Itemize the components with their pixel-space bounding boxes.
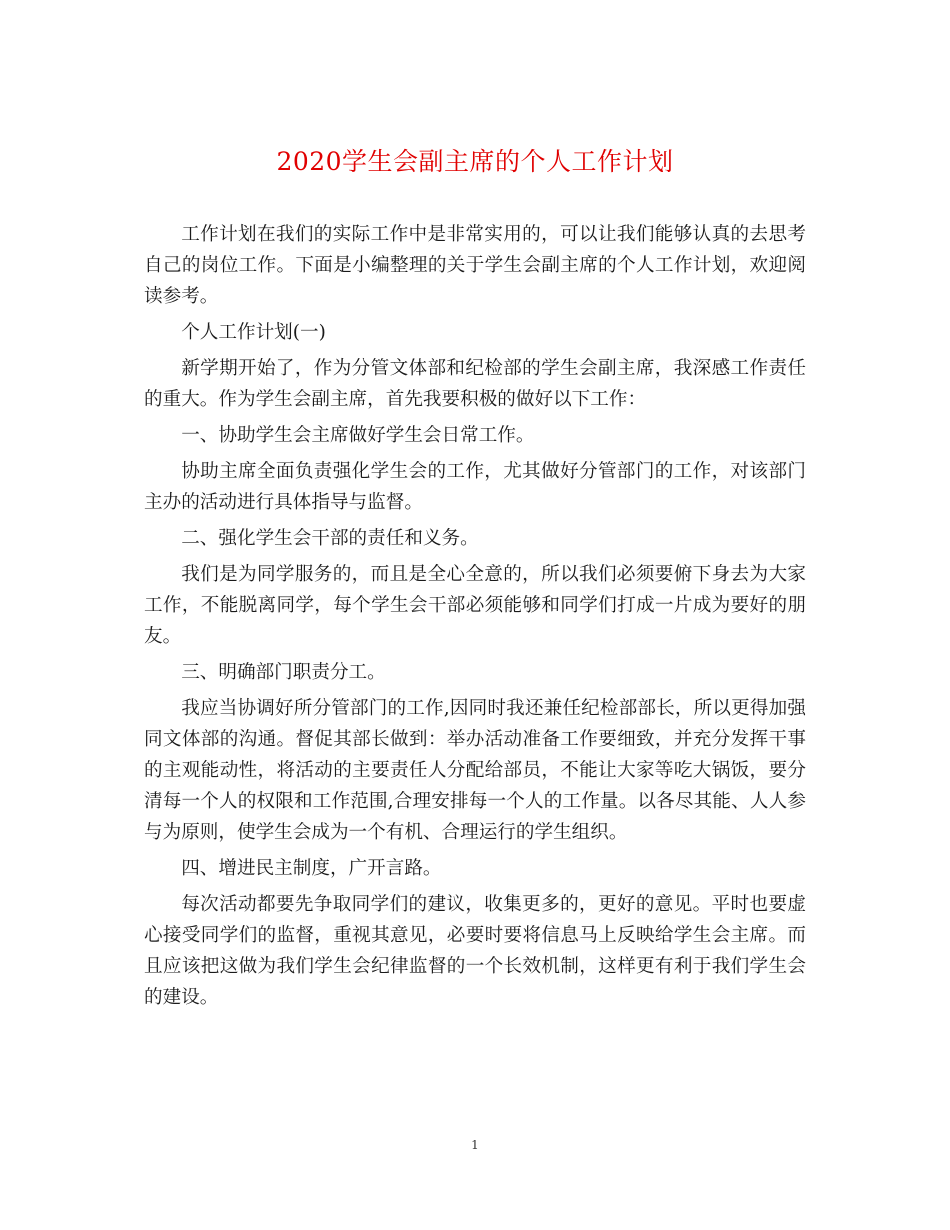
section-heading-2: 二、强化学生会干部的责任和义务。 (181, 528, 479, 549)
paragraph-section-2: 我们是为同学服务的，而且是全心全意的，所以我们必须要俯下身去为大家工作，不能脱离同学，每个学生会干部必须能够和同学们打成一片成为要好的朋友。 (144, 564, 806, 647)
paragraph-section-1: 协助主席全面负责强化学生会的工作，尤其做好分管部门的工作，对该部门主办的活动进行具体指导与监督。 (144, 461, 806, 513)
section-heading-1: 一、协助学生会主席做好学生会日常工作。 (181, 425, 535, 446)
paragraph-intro: 工作计划在我们的实际工作中是非常实用的，可以让我们能够认真的去思考自己的岗位工作。下面是小编整理的关于学生会副主席的个人工作计划，欢迎阅读参考。 (144, 224, 806, 307)
paragraph-section-3: 我应当协调好所分管部门的工作,因同时我还兼任纪检部部长，所以更得加强同文体部的沟通。督促其部长做到：举办活动准备工作要细致，并充分发挥干事的主观能动性，将活动的主要责任人分配给部员，不能让大家等吃大锅饭，要分清每一个人的权限和工作范围,合理安排每一个人的工作量。以各尽其能、人人参与为原则，使学生会成为一个有机、合理运行的学生组织。 (144, 698, 806, 843)
document-title: 2020学生会副主席的个人工作计划 (276, 147, 674, 176)
paragraph-opening: 新学期开始了，作为分管文体部和纪检部的学生会副主席，我深感工作责任的重大。作为学生会副主席，首先我要积极的做好以下工作： (144, 358, 806, 410)
section-heading-plan-1: 个人工作计划(一) (181, 322, 326, 343)
section-heading-3: 三、明确部门职责分工。 (181, 662, 386, 683)
page-number: 1 (471, 1138, 479, 1152)
document-body (144, 219, 806, 1013)
section-heading-4: 四、增进民主制度，广开言路。 (181, 858, 442, 879)
paragraph-section-4: 每次活动都要先争取同学们的建议，收集更多的，更好的意见。平时也要虚心接受同学们的监督，重视其意见，必要时要将信息马上反映给学生会主席。而且应该把这做为我们学生会纪律监督的一个长效机制，这样更有利于我们学生会的建设。 (144, 894, 806, 1008)
